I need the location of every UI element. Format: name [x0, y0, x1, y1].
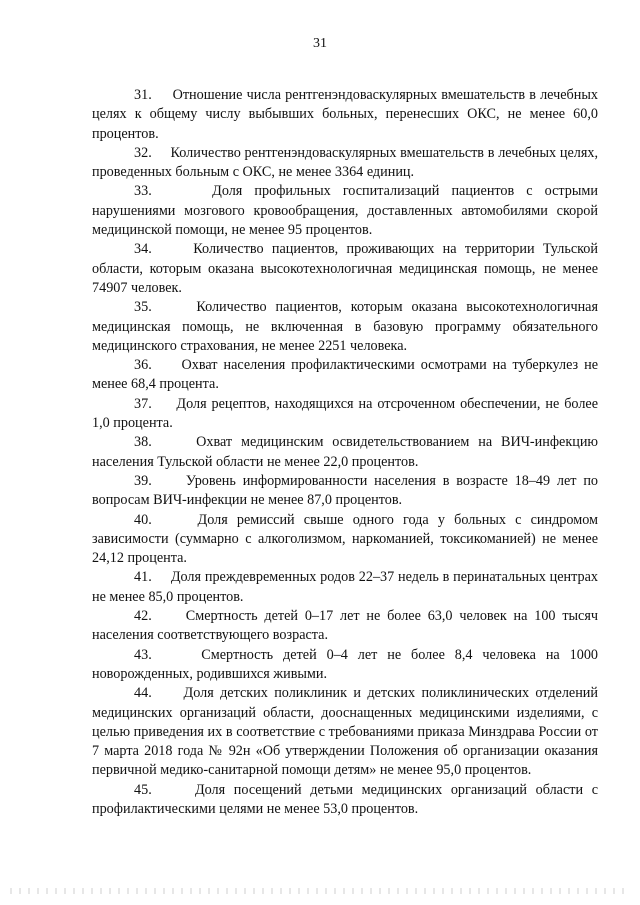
list-item: [92, 607, 598, 646]
list-item: [92, 511, 598, 569]
item-number: 36.: [134, 357, 152, 374]
item-number: 45.: [134, 781, 152, 798]
item-number: 43.: [134, 646, 152, 663]
list-item: [92, 433, 598, 472]
item-text: Доля преждевременных родов 22–37 недель в перинатальных центрах не менее 85,0 процентов.: [92, 569, 598, 605]
item-number: 39.: [134, 472, 152, 489]
item-text: Уровень информированности населения в возрасте 18–49 лет по вопросам ВИЧ-инфекции не менее 87,0 процентов.: [92, 472, 598, 509]
item-number: 41.: [134, 569, 152, 586]
item-number: 33.: [134, 183, 152, 200]
list-item: [92, 568, 598, 607]
item-text: Доля профильных госпитализаций пациентов с острыми нарушениями мозгового кровообращения, доставленных автомобилями скорой медицинской помощи, не менее 95 процентов.: [92, 183, 598, 239]
list-item: [92, 86, 598, 144]
list-item: [92, 356, 598, 395]
item-number: 44.: [134, 685, 152, 702]
list-item: [92, 472, 598, 511]
list-item: [92, 781, 598, 820]
list-item: [92, 684, 598, 780]
item-text: Смертность детей 0–17 лет не более 63,0 человек на 100 тысяч населения соответствующего возраста.: [92, 608, 599, 644]
item-number: 34.: [134, 241, 152, 258]
scan-artifact: [10, 888, 630, 894]
list-item: [92, 298, 598, 356]
list-item: [92, 646, 598, 685]
item-number: 42.: [134, 608, 152, 625]
list-item: [92, 395, 598, 434]
item-text: Доля детских поликлиник и детских поликлинических отделений медицинских организаций области, дооснащенных медицинскими изделиями, с целью приведения их в соответствие с требованиями приказа Минздрава России от 7 марта 2018 года № 92н «Об утверждении Положения об организации оказания первичной медико-санитарной помощи детям» не менее 95,0 процентов.: [92, 685, 598, 779]
item-number: 37.: [134, 395, 152, 412]
item-text: Доля посещений детьми медицинских организаций области с профилактическими целями не менее 53,0 процентов.: [92, 781, 599, 817]
list-item: [92, 144, 598, 183]
item-text: Охват медицинским освидетельствованием на ВИЧ-инфекцию населения Тульской области не менее 22,0 процентов.: [92, 434, 599, 470]
item-text: Количество пациентов, которым оказана высокотехнологичная медицинская помощь, не включенная в базовую программу обязательного медицинского страхования, не менее 2251 человека.: [92, 299, 598, 354]
item-text: Доля рецептов, находящихся на отсроченном обеспечении, не более 1,0 процента.: [92, 395, 599, 432]
document-body: [92, 86, 598, 819]
item-number: 38.: [134, 434, 152, 451]
item-text: Доля ремиссий свыше одного года у больных с синдромом зависимости (суммарно с алкоголизмом, наркоманией, токсикоманией) не менее 24,12 процента.: [92, 511, 599, 567]
item-text: Охват населения профилактическими осмотрами на туберкулез не менее 68,4 процента.: [92, 357, 598, 393]
list-item: [92, 182, 598, 240]
item-number: 35.: [134, 299, 152, 316]
item-text: Количество пациентов, проживающих на территории Тульской области, которым оказана высокотехнологичная медицинская помощь, не менее 74907 человек.: [92, 241, 598, 296]
item-number: 32.: [134, 144, 152, 161]
item-number: 31.: [134, 87, 152, 103]
item-text: Отношение числа рентгенэндоваскулярных вмешательств в лечебных целях к общему числу выбывших больных, перенесших ОКС, не менее 60,0 процентов.: [92, 87, 598, 142]
page-number: 31: [313, 36, 327, 51]
list-item: [92, 240, 598, 298]
item-number: 40.: [134, 511, 152, 528]
item-text: Смертность детей 0–4 лет не более 8,4 человека на 1000 новорожденных, родившихся живыми.: [92, 646, 599, 682]
item-text: Количество рентгенэндоваскулярных вмешательств в лечебных целях, проведенных больным с ОКС, не менее 3364 единиц.: [92, 144, 598, 181]
